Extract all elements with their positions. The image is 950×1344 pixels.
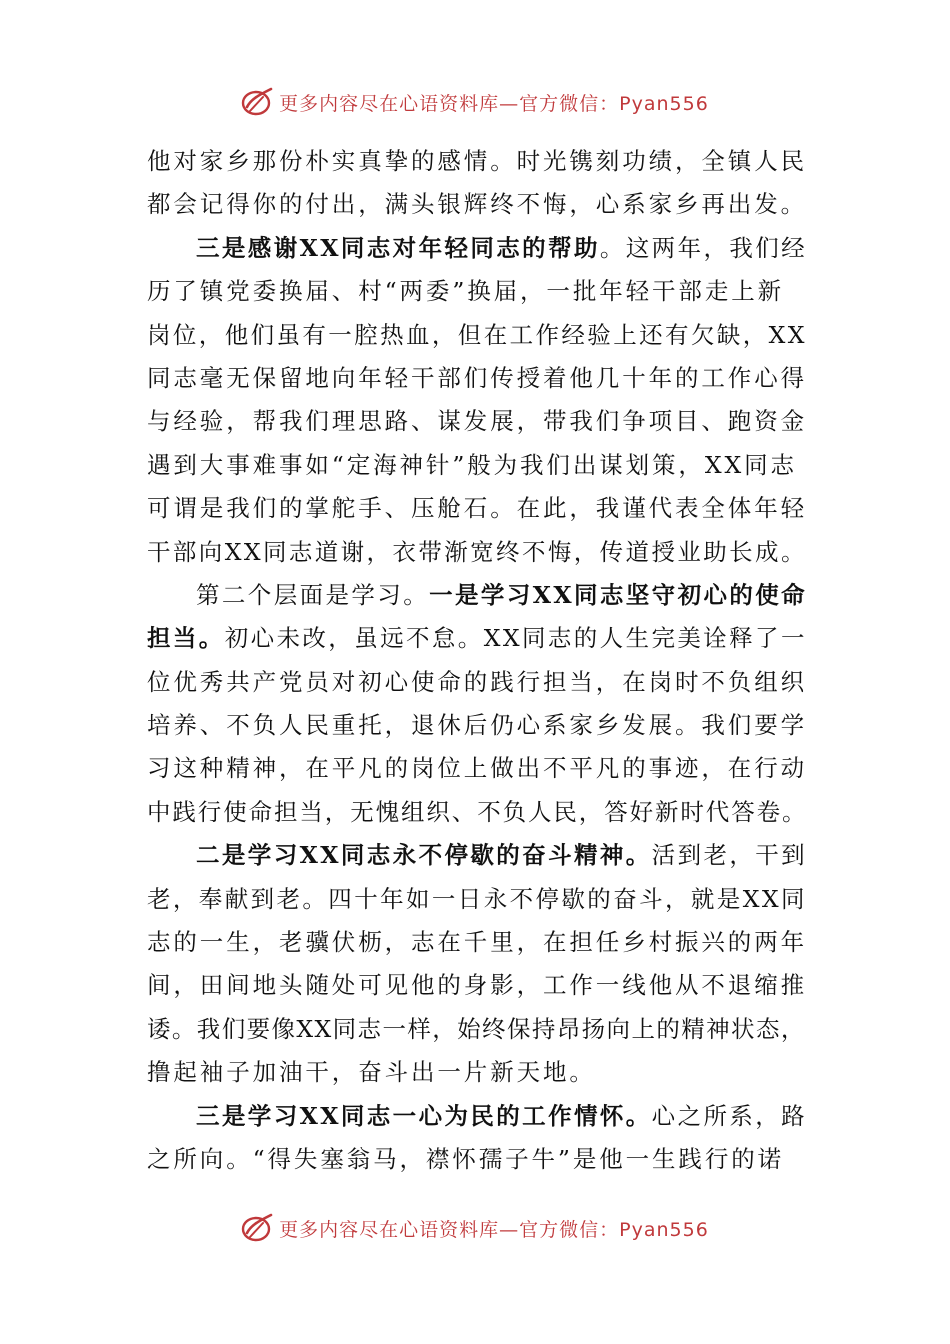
document-body [147,140,807,1181]
bold-text-segment: 二是学习XX同志永不停歇的奋斗精神。 [196,841,652,870]
text-line [147,1008,807,1051]
text-line [147,1051,807,1094]
text-line [147,487,807,530]
text-line [147,661,807,704]
text-line [147,270,807,313]
text-segment: 。这两年，我们经 [599,233,808,262]
text-line [147,1138,807,1181]
text-line [147,314,807,357]
text-line [147,1095,807,1138]
text-segment: 心之所系，路 [651,1101,808,1130]
text-line [147,834,807,877]
text-segment: 活到老，干到 [651,841,808,870]
text-segment: 志的一生，老骥伏枥，志在千里，在担任乡村振兴的两年 [147,928,807,957]
text-segment: 同志毫无保留地向年轻干部们传授着他几十年的工作心得 [147,363,807,392]
text-line [147,964,807,1007]
text-segment: 老，奉献到老。四十年如一日永不停歇的奋斗，就是XX同 [147,884,807,913]
text-segment: 都会记得你的付出，满头银辉终不悔，心系家乡再出发。 [147,190,807,219]
watermark-logo-icon [241,1211,275,1245]
text-segment: 第二个层面是学习。 [196,580,430,609]
text-segment: 岗位，他们虽有一腔热血，但在工作经验上还有欠缺，XX [147,320,807,349]
text-segment: 诿。我们要像XX同志一样，始终保持昂扬向上的精神状态， [147,1014,806,1043]
text-line [147,400,807,443]
text-line [147,140,807,183]
text-segment: 中践行使命担当，无愧组织、不负人民，答好新时代答卷。 [147,797,808,826]
text-line [147,357,807,400]
text-line [147,878,807,921]
watermark-text: 更多内容尽在心语资料库—官方微信：Pyan556 [279,92,709,115]
text-line [147,574,807,617]
text-line [147,531,807,574]
text-segment: 习这种精神，在平凡的岗位上做出不平凡的事迹，在行动 [147,754,807,783]
text-line [147,747,807,790]
text-segment: 历了镇党委换届、村“两委”换届，一批年轻干部走上新 [147,277,785,306]
watermark-id: Pyan556 [619,92,709,115]
text-line [147,183,807,226]
text-segment: 之所向。“得失塞翁马，襟怀孺子牛”是他一生践行的诺 [147,1144,785,1173]
text-segment: 撸起袖子加油干，奋斗出一片新天地。 [147,1058,596,1087]
text-line [147,617,807,660]
text-segment: 干部向XX同志道谢，衣带渐宽终不悔，传道授业助长成。 [147,537,807,566]
bold-text-segment: 一是学习XX同志坚守初心的使命 [429,580,808,609]
text-segment: 与经验，帮我们理思路、谋发展，带我们争项目、跑资金 [147,407,807,436]
bold-text-segment: 三是学习XX同志一心为民的工作情怀。 [196,1101,652,1130]
watermark-id: Pyan556 [619,1218,709,1241]
text-segment: 培养、不负人民重托，退休后仍心系家乡发展。我们要学 [147,711,807,740]
text-segment: 初心未改，虽远不怠。XX同志的人生完美诠释了一 [224,624,807,653]
text-segment: 遇到大事难事如“定海神针”般为我们出谋划策，XX同志 [147,450,797,479]
text-segment: 位优秀共产党员对初心使命的践行担当，在岗时不负组织 [147,667,807,696]
text-line [147,444,807,487]
text-line [147,704,807,747]
bold-text-segment: 担当。 [147,624,225,653]
watermark-logo-icon [241,85,275,119]
text-line [147,227,807,270]
watermark-text: 更多内容尽在心语资料库—官方微信：Pyan556 [279,1218,709,1241]
text-line [147,921,807,964]
header-watermark [0,82,950,122]
text-segment: 可谓是我们的掌舵手、压舱石。在此，我谨代表全体年轻 [147,494,807,523]
text-segment: 他对家乡那份朴实真挚的感情。时光镌刻功绩，全镇人民 [147,147,807,175]
footer-watermark [0,1208,950,1248]
text-line [147,791,807,834]
text-segment: 间，田间地头随处可见他的身影，工作一线他从不退缩推 [147,971,807,1000]
bold-text-segment: 三是感谢XX同志对年轻同志的帮助 [196,233,600,262]
